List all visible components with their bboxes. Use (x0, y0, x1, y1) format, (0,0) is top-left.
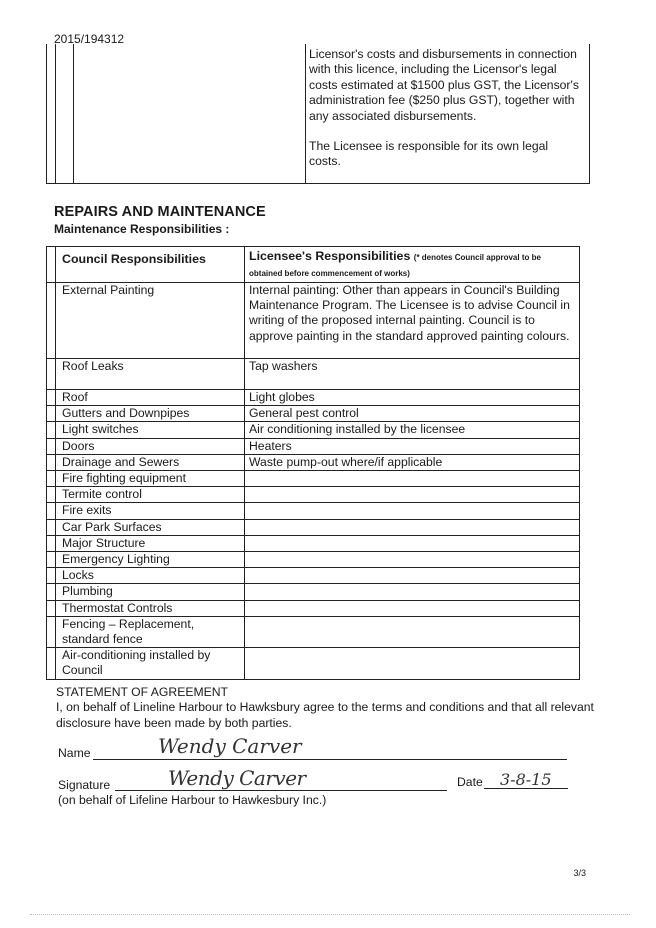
table-row (47, 535, 580, 551)
table-row (47, 584, 580, 600)
table-divider (73, 44, 74, 183)
page-number: 3/3 (573, 868, 586, 878)
table-divider (305, 44, 306, 183)
licensee-cell (245, 519, 580, 535)
licensee-cell (245, 568, 580, 584)
licensee-cell: Light globes (245, 390, 580, 406)
licensee-cell: Tap washers (245, 359, 580, 390)
costs-cell (309, 47, 581, 170)
table-row (47, 471, 580, 487)
licensee-cell: Waste pump-out where/if applicable (245, 454, 580, 470)
table-header-row (47, 247, 580, 283)
council-cell: Gutters and Downpipes (56, 406, 245, 422)
licensee-cell: Heaters (245, 438, 580, 454)
date-label: Date (457, 775, 483, 789)
date-handwriting: 3-8-15 (500, 770, 552, 789)
licensee-cell (245, 552, 580, 568)
table-row (47, 359, 580, 390)
name-handwriting: Wendy Carver (158, 734, 302, 758)
council-cell: Doors (56, 438, 245, 454)
table-row (47, 487, 580, 503)
council-cell: Plumbing (56, 584, 245, 600)
licensee-cell (245, 535, 580, 551)
table-row (47, 283, 580, 359)
council-cell: Air-conditioning installed by Council (56, 648, 245, 679)
table-row (47, 406, 580, 422)
approval-note: (* denotes Council approval to be obtained before commencement of works) (249, 253, 541, 278)
table-row (47, 552, 580, 568)
council-cell: Roof (56, 390, 245, 406)
council-cell: External Painting (56, 283, 245, 359)
council-cell: Emergency Lighting (56, 552, 245, 568)
licensee-cell (245, 584, 580, 600)
licensee-cell (245, 487, 580, 503)
statement-of-agreement (56, 685, 596, 731)
licensee-cell (245, 471, 580, 487)
section-heading: REPAIRS AND MAINTENANCE (54, 204, 266, 220)
council-cell: Roof Leaks (56, 359, 245, 390)
licensee-header-label: Licensee's Responsibilities (249, 249, 411, 263)
table-row (47, 600, 580, 616)
licensee-cell: Air conditioning installed by the licensee (245, 422, 580, 438)
signature-line (115, 790, 447, 791)
agreement-title: STATEMENT OF AGREEMENT (56, 685, 228, 699)
table-divider (55, 44, 56, 183)
table-row (47, 454, 580, 470)
table-row (47, 422, 580, 438)
licensee-cell: General pest control (245, 406, 580, 422)
responsibilities-table (46, 246, 580, 680)
licensee-cell (245, 616, 580, 647)
table-row (47, 616, 580, 647)
licensee-cell: Internal painting: Other than appears in Council's Building Maintenance Program. The Licensee is to advise Council in writing of the proposed internal painting. Council is to approve painting in the standard approved painting colours. (245, 283, 580, 359)
council-cell: Major Structure (56, 535, 245, 551)
scan-artifact-line (30, 914, 630, 916)
section-subheading: Maintenance Responsibilities : (54, 222, 230, 236)
table-row (47, 519, 580, 535)
document-reference: 2015/194312 (54, 32, 125, 46)
table-row (47, 390, 580, 406)
table-row (47, 503, 580, 519)
table-row (47, 648, 580, 679)
behalf-note: (on behalf of Lifeline Harbour to Hawkesbury Inc.) (58, 793, 327, 807)
costs-paragraph: Licensor's costs and disbursements in connection with this licence, including the Licensor's legal costs estimated at $1500 plus GST, the Licensor's administration fee ($250 plus GST), together with any associated disbursements. (309, 47, 579, 123)
council-header: Council Responsibilities (56, 247, 245, 283)
council-cell: Fencing – Replacement, standard fence (56, 616, 245, 647)
table-row (47, 438, 580, 454)
costs-paragraph: The Licensee is responsible for its own legal costs. (309, 139, 549, 169)
council-cell: Car Park Surfaces (56, 519, 245, 535)
agreement-body: I, on behalf of Lineline Harbour to Hawksbury agree to the terms and conditions and that all relevant disclosure have been made by both parties. (56, 700, 594, 730)
licensee-cell (245, 503, 580, 519)
council-cell: Termite control (56, 487, 245, 503)
council-cell: Fire exits (56, 503, 245, 519)
council-cell: Thermostat Controls (56, 600, 245, 616)
signature-label: Signature (58, 778, 111, 792)
signature-handwriting: Wendy Carver (168, 766, 306, 790)
council-cell: Drainage and Sewers (56, 454, 245, 470)
council-cell: Fire fighting equipment (56, 471, 245, 487)
council-cell: Light switches (56, 422, 245, 438)
name-line (93, 759, 567, 760)
licensee-cell (245, 600, 580, 616)
costs-table (46, 44, 590, 184)
council-cell: Locks (56, 568, 245, 584)
licensee-header (245, 247, 580, 283)
name-label: Name (58, 746, 91, 760)
licensee-cell (245, 648, 580, 679)
table-row (47, 568, 580, 584)
